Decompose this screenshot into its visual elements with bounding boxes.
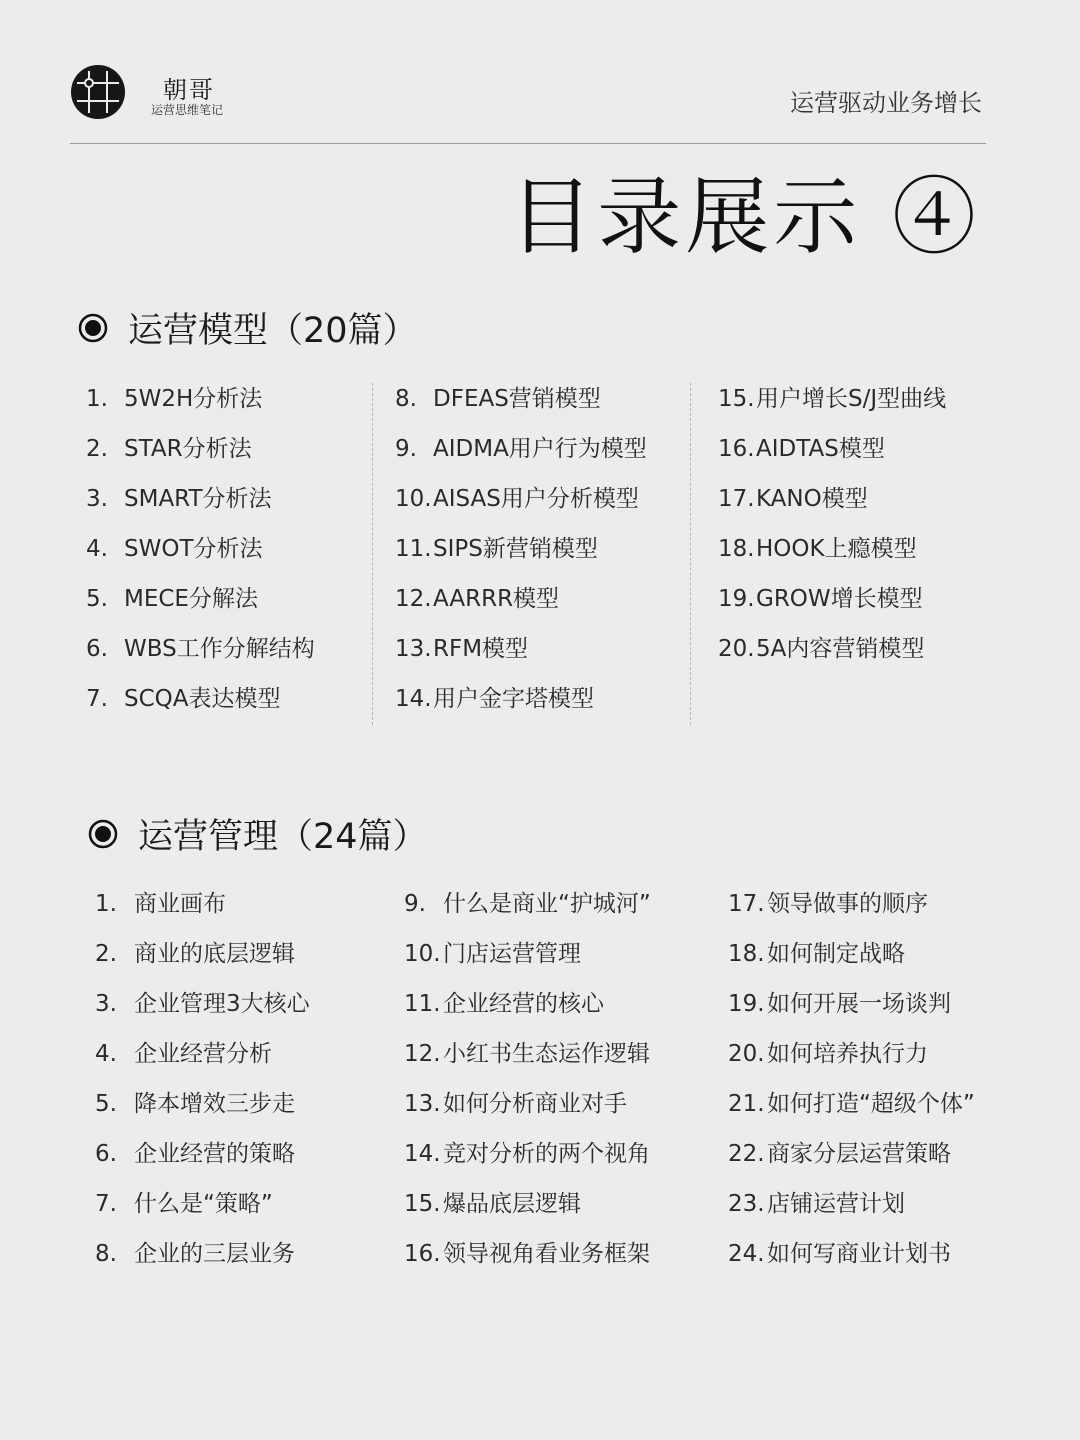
item-text: STAR分析法 (124, 436, 252, 462)
item-text: GROW增长模型 (756, 586, 923, 612)
item-text: 降本增效三步走 (134, 1091, 295, 1117)
header-divider (70, 143, 986, 144)
item-text: RFM模型 (433, 636, 529, 662)
list-item (728, 929, 975, 979)
list-item (95, 1129, 310, 1179)
item-number: 13. (404, 1091, 441, 1117)
item-number: 15. (718, 386, 755, 412)
item-number: 23. (728, 1191, 765, 1217)
list-item (86, 524, 315, 574)
item-number: 1. (86, 386, 108, 412)
list-item (718, 524, 946, 574)
item-text: SCQA表达模型 (124, 686, 281, 712)
item-text: 领导视角看业务框架 (443, 1241, 650, 1267)
item-number: 12. (395, 586, 432, 612)
item-text: 什么是“策略” (134, 1191, 273, 1217)
list-column (86, 374, 315, 724)
item-number: 4. (95, 1041, 117, 1067)
item-text: KANO模型 (756, 486, 868, 512)
item-number: 15. (404, 1191, 441, 1217)
list-item (728, 1029, 975, 1079)
section-title-operations-models (78, 303, 418, 353)
page-title: 目录展示 ④ (509, 168, 980, 266)
list-item (95, 879, 310, 929)
list-column (718, 374, 946, 674)
list-item (404, 1029, 651, 1079)
list-item (86, 574, 315, 624)
item-text: 企业经营的核心 (443, 991, 604, 1017)
item-text: 小红书生态运作逻辑 (443, 1041, 650, 1067)
item-number: 19. (718, 586, 755, 612)
item-number: 1. (95, 891, 117, 917)
item-text: 领导做事的顺序 (767, 891, 928, 917)
column-divider (690, 383, 691, 725)
list-item (728, 1179, 975, 1229)
item-text: 5W2H分析法 (124, 386, 263, 412)
item-number: 10. (404, 941, 441, 967)
item-text: 商业的底层逻辑 (134, 941, 295, 967)
item-number: 3. (95, 991, 117, 1017)
item-text: AIDTAS模型 (756, 436, 885, 462)
item-number: 8. (95, 1241, 117, 1267)
list-item (404, 1079, 651, 1129)
item-text: AISAS用户分析模型 (433, 486, 639, 512)
item-text: 企业的三层业务 (134, 1241, 295, 1267)
list-item (728, 1129, 975, 1179)
list-item (395, 474, 647, 524)
list-item (728, 879, 975, 929)
item-text: 商家分层运营策略 (767, 1141, 951, 1167)
item-number: 17. (718, 486, 755, 512)
item-number: 20. (728, 1041, 765, 1067)
list-item (86, 674, 315, 724)
item-text: 店铺运营计划 (767, 1191, 905, 1217)
item-number: 5. (86, 586, 108, 612)
list-item (86, 474, 315, 524)
list-item (718, 374, 946, 424)
item-text: 如何制定战略 (767, 941, 905, 967)
item-number: 6. (86, 636, 108, 662)
list-item (718, 424, 946, 474)
list-item (95, 979, 310, 1029)
item-number: 3. (86, 486, 108, 512)
item-number: 19. (728, 991, 765, 1017)
item-number: 14. (395, 686, 432, 712)
list-item (718, 474, 946, 524)
item-number: 12. (404, 1041, 441, 1067)
item-text: 如何开展一场谈判 (767, 991, 951, 1017)
radio-bullet-icon (88, 819, 118, 849)
list-item (395, 574, 647, 624)
list-item (718, 624, 946, 674)
list-item (404, 979, 651, 1029)
item-number: 7. (86, 686, 108, 712)
item-text: 如何培养执行力 (767, 1041, 928, 1067)
item-text: SIPS新营销模型 (433, 536, 598, 562)
list-item (395, 524, 647, 574)
item-number: 14. (404, 1141, 441, 1167)
item-number: 6. (95, 1141, 117, 1167)
item-number: 2. (95, 941, 117, 967)
item-text: 5A内容营销模型 (756, 636, 925, 662)
list-item (395, 674, 647, 724)
item-text: 如何分析商业对手 (443, 1091, 627, 1117)
list-column (395, 374, 647, 724)
list-item (404, 879, 651, 929)
section-title-text: 运营模型（20篇） (128, 311, 418, 351)
item-text: HOOK上瘾模型 (756, 536, 917, 562)
list-item (404, 1179, 651, 1229)
item-number: 17. (728, 891, 765, 917)
list-item (395, 624, 647, 674)
list-item (86, 424, 315, 474)
list-item (404, 1229, 651, 1279)
list-column (95, 879, 310, 1279)
list-item (404, 929, 651, 979)
item-number: 4. (86, 536, 108, 562)
item-number: 20. (718, 636, 755, 662)
list-item (718, 574, 946, 624)
column-divider (372, 383, 373, 725)
list-column (404, 879, 651, 1279)
item-text: 企业管理3大核心 (134, 991, 310, 1017)
brand-name: 朝哥 (163, 76, 215, 104)
item-number: 16. (718, 436, 755, 462)
list-item (95, 1029, 310, 1079)
list-item (728, 1079, 975, 1129)
list-item (86, 624, 315, 674)
item-text: 如何打造“超级个体” (767, 1091, 975, 1117)
item-number: 9. (395, 436, 417, 462)
section-title-operations-management (88, 809, 428, 859)
item-text: 用户金字塔模型 (433, 686, 594, 712)
item-number: 22. (728, 1141, 765, 1167)
item-text: AIDMA用户行为模型 (433, 436, 647, 462)
item-number: 11. (404, 991, 441, 1017)
list-item (95, 1079, 310, 1129)
item-number: 21. (728, 1091, 765, 1117)
item-text: 商业画布 (134, 891, 226, 917)
item-number: 13. (395, 636, 432, 662)
item-text: WBS工作分解结构 (124, 636, 315, 662)
list-item (95, 1229, 310, 1279)
item-number: 18. (728, 941, 765, 967)
item-text: 企业经营分析 (134, 1041, 272, 1067)
item-text: 门店运营管理 (443, 941, 581, 967)
item-text: AARRR模型 (433, 586, 560, 612)
list-item (395, 374, 647, 424)
list-item (404, 1129, 651, 1179)
item-number: 24. (728, 1241, 765, 1267)
list-column (728, 879, 975, 1279)
header-slogan: 运营驱动业务增长 (790, 89, 982, 117)
item-number: 9. (404, 891, 426, 917)
section-title-text: 运营管理（24篇） (138, 817, 428, 857)
item-number: 11. (395, 536, 432, 562)
item-text: DFEAS营销模型 (433, 386, 601, 412)
item-text: MECE分解法 (124, 586, 258, 612)
item-text: 如何写商业计划书 (767, 1241, 951, 1267)
item-number: 18. (718, 536, 755, 562)
item-number: 8. (395, 386, 417, 412)
item-number: 16. (404, 1241, 441, 1267)
radio-bullet-icon (78, 313, 108, 343)
item-text: 爆品底层逻辑 (443, 1191, 581, 1217)
list-item (95, 1179, 310, 1229)
item-text: 企业经营的策略 (134, 1141, 295, 1167)
item-number: 5. (95, 1091, 117, 1117)
item-text: 竞对分析的两个视角 (443, 1141, 650, 1167)
item-text: 什么是商业“护城河” (443, 891, 651, 917)
brand-subtitle: 运营思维笔记 (151, 103, 224, 117)
brand-logo-icon (70, 64, 126, 120)
item-number: 7. (95, 1191, 117, 1217)
item-number: 10. (395, 486, 432, 512)
list-item (95, 929, 310, 979)
item-text: SMART分析法 (124, 486, 272, 512)
list-item (728, 1229, 975, 1279)
list-item (395, 424, 647, 474)
item-text: SWOT分析法 (124, 536, 263, 562)
item-text: 用户增长S/J型曲线 (756, 386, 947, 412)
item-number: 2. (86, 436, 108, 462)
list-item (86, 374, 315, 424)
list-item (728, 979, 975, 1029)
